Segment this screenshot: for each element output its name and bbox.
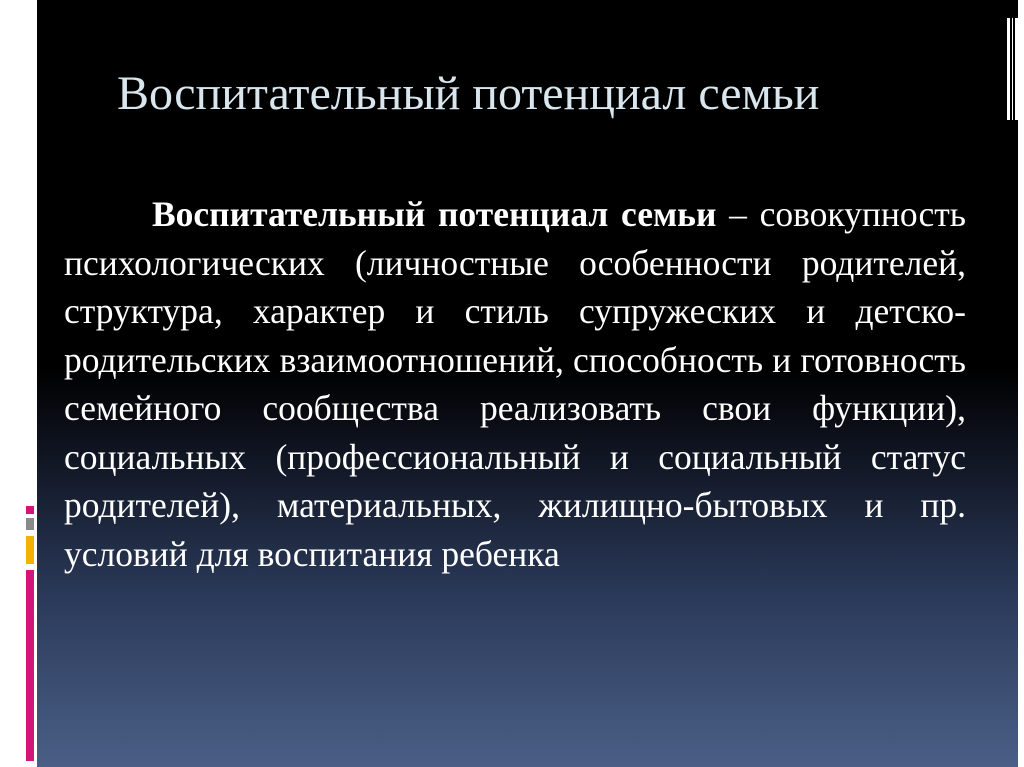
slide-body-paragraph xyxy=(64,190,966,578)
decorative-color-bars xyxy=(26,506,36,761)
body-bold-term: Воспитательный потенциал семьи xyxy=(152,194,717,234)
body-definition-text: – совокупность психологических (личностные особенности родителей, структура, характер и стиль супружеских и детско-родительских взаимоотношений, способность и готовность семейного сообщества реализовать свои функции), социальных (профессиональный и социальный статус родителей), материальных, жилищно-бытовых и пр. условий для воспитания ребенка xyxy=(64,194,966,574)
slide-title: Воспитательный потенциал семьи xyxy=(117,67,820,120)
decorative-vertical-bars xyxy=(1007,18,1019,120)
